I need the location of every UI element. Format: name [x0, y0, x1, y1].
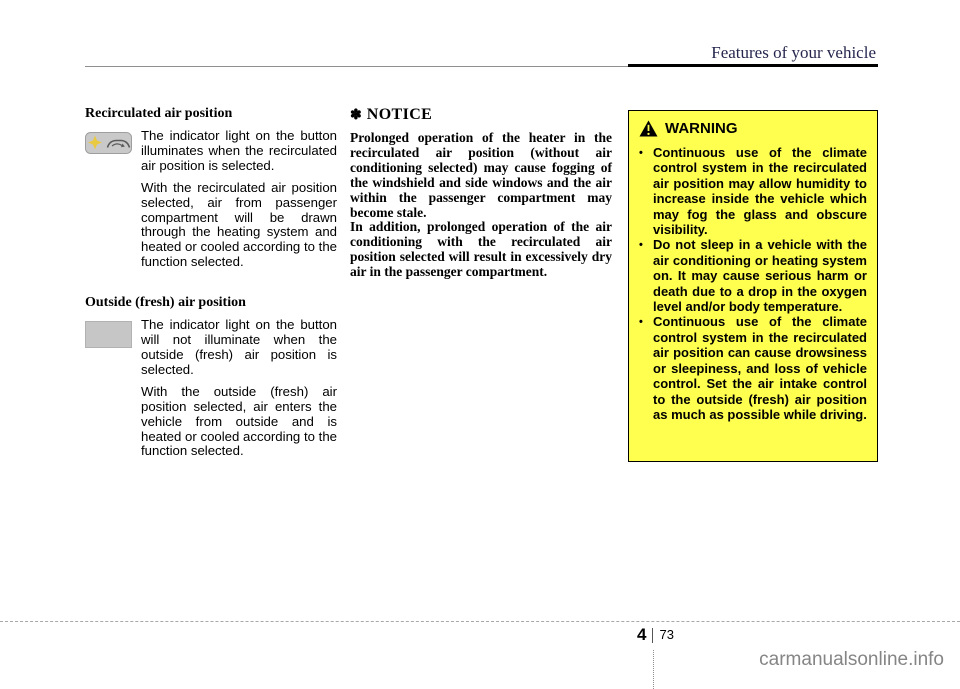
- page-number-divider: [652, 628, 653, 643]
- footer-dotted-line: [653, 650, 654, 689]
- recirculated-section: [85, 129, 337, 277]
- header-rule-thick: [628, 64, 878, 67]
- notice-header: [350, 106, 612, 124]
- outside-section: [85, 318, 337, 466]
- outside-air-button-icon: [85, 318, 132, 466]
- warning-item-text: Continuous use of the climate control system in the recirculated air position can cause drowsiness or sleepiness, and loss of vehicle control. Set the air intake control to the outside (fresh) air position as much as possible while driving.: [653, 314, 867, 422]
- warning-item: [639, 314, 867, 422]
- warning-item: [639, 237, 867, 314]
- paragraph: With the outside (fresh) air position selected, air enters the vehicle from outside and is heated or cooled according to the function selected.: [141, 383, 337, 459]
- paragraph: The indicator light on the button will not illuminate when the outside (fresh) air position is selected.: [141, 317, 337, 377]
- bullet-icon: •: [639, 239, 643, 252]
- bullet-icon: •: [639, 316, 643, 329]
- section-heading-recirculated: Recirculated air position: [85, 106, 233, 121]
- warning-title: WARNING: [665, 120, 738, 137]
- paragraph: With the recirculated air position selected, air from passenger compartment will be drawn through the heating system and heated or cooled according to the function selected.: [141, 179, 337, 270]
- warning-header: [639, 120, 867, 137]
- notice-body: [350, 131, 612, 280]
- bullet-icon: •: [639, 147, 643, 159]
- warning-item-text: Do not sleep in a vehicle with the air conditioning or heating system on. It may cause serious harm or death due to a drop in the oxygen level and/or body temperature.: [653, 237, 867, 315]
- page-header-title: Features of your vehicle: [711, 43, 876, 62]
- recirculated-air-button-icon: [85, 129, 132, 277]
- warning-item-text: Continuous use of the climate control system in the recirculated air position may allow humidity to increase inside the vehicle which may fog the glass and obscure visibility.: [653, 145, 867, 238]
- section-heading-outside: Outside (fresh) air position: [85, 295, 246, 311]
- page-number: [637, 626, 674, 643]
- outside-body: [141, 318, 337, 466]
- notice-star-icon: ✽: [350, 108, 362, 123]
- page-no: 73: [659, 627, 674, 643]
- outside-air-button-shape: [85, 321, 132, 348]
- footer-divider: [0, 621, 960, 622]
- warning-triangle-icon: [639, 120, 658, 137]
- watermark: carmanualsonline.info: [759, 649, 944, 670]
- left-column: [85, 106, 337, 484]
- notice-paragraph: Prolonged operation of the heater in the recirculated air position (without air conditioning selected) may cause fogging of the windshield and side windows and the air within the passenger compartment may become stale.: [350, 130, 612, 220]
- warning-box: [628, 110, 878, 462]
- notice-title: NOTICE: [366, 106, 433, 123]
- warning-item: [639, 145, 867, 237]
- notice-section: [350, 106, 612, 280]
- warning-list: [639, 145, 867, 422]
- notice-paragraph: In addition, prolonged operation of the air conditioning with the recirculated air position selected will result in excessively dry air in the passenger compartment.: [350, 219, 612, 280]
- chapter-number: 4: [637, 625, 647, 644]
- recirculated-body: [141, 129, 337, 277]
- paragraph: The indicator light on the button illuminates when the recirculated air position is selected.: [141, 128, 337, 173]
